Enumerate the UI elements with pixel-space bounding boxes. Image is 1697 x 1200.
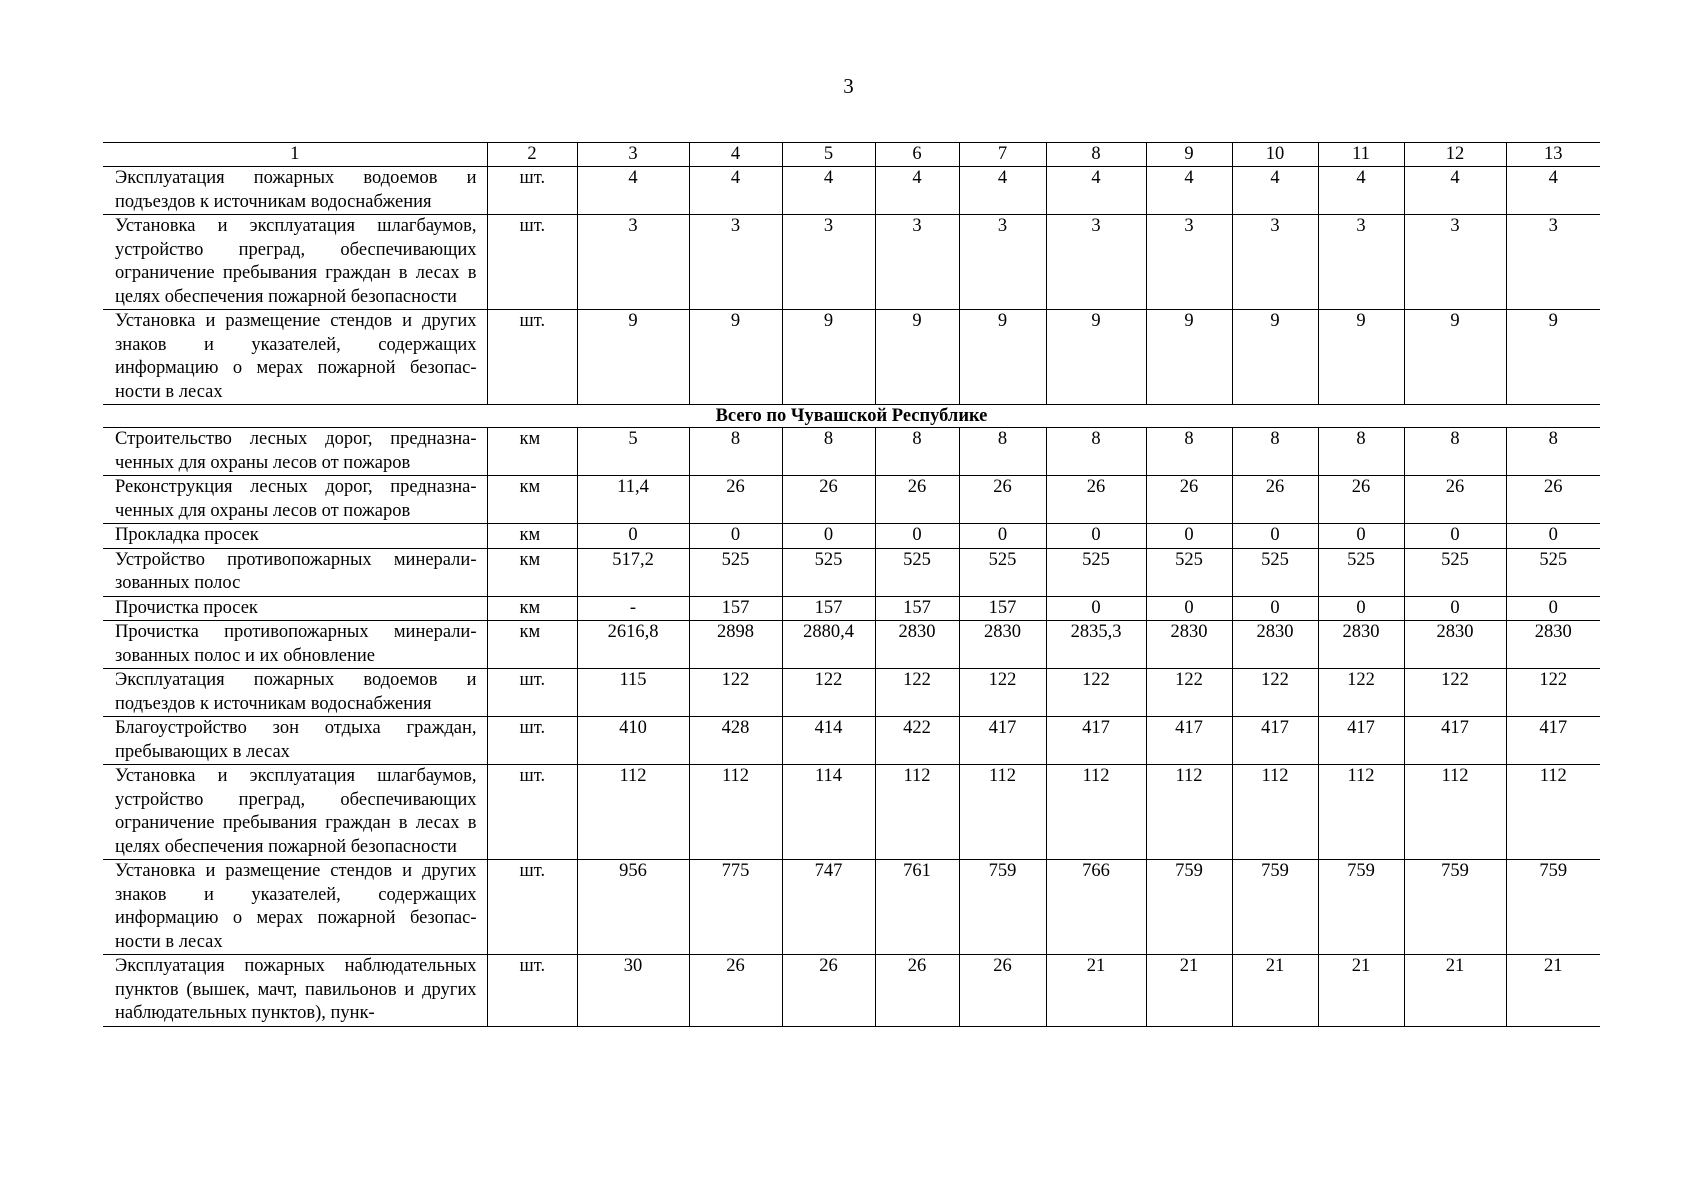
column-header: 8 xyxy=(1046,143,1146,167)
value-cell: 417 xyxy=(1046,717,1146,765)
value-cell: 417 xyxy=(1404,717,1506,765)
value-cell: 3 xyxy=(1318,215,1404,310)
value-cell: 4 xyxy=(689,167,782,215)
activity-name: Реконструкция лесных дорог, предназначенных для охраны лесов от пожаров xyxy=(103,476,487,524)
value-cell: 0 xyxy=(1404,524,1506,549)
value-cell: 525 xyxy=(1506,548,1600,596)
value-cell: 3 xyxy=(689,215,782,310)
value-cell: 122 xyxy=(1146,669,1232,717)
value-cell: 26 xyxy=(959,476,1046,524)
value-cell: 21 xyxy=(1404,955,1506,1027)
value-cell: 0 xyxy=(782,524,875,549)
value-cell: 0 xyxy=(1046,524,1146,549)
value-cell: 2830 xyxy=(1404,621,1506,669)
value-cell: 3 xyxy=(782,215,875,310)
value-cell: 30 xyxy=(577,955,689,1027)
value-cell: 9 xyxy=(1318,310,1404,405)
unit-cell: шт. xyxy=(487,860,577,955)
value-cell: 525 xyxy=(1046,548,1146,596)
value-cell: 2830 xyxy=(1506,621,1600,669)
value-cell: 766 xyxy=(1046,860,1146,955)
value-cell: 759 xyxy=(1232,860,1318,955)
column-header: 11 xyxy=(1318,143,1404,167)
value-cell: 112 xyxy=(1146,765,1232,860)
value-cell: 0 xyxy=(577,524,689,549)
table-row xyxy=(103,621,1600,669)
unit-cell: шт. xyxy=(487,215,577,310)
value-cell: 9 xyxy=(782,310,875,405)
table-row xyxy=(103,167,1600,215)
value-cell: 26 xyxy=(1318,476,1404,524)
table-row xyxy=(103,596,1600,621)
value-cell: 5 xyxy=(577,428,689,476)
value-cell: 422 xyxy=(875,717,959,765)
value-cell: 417 xyxy=(1506,717,1600,765)
value-cell: 525 xyxy=(1318,548,1404,596)
value-cell: 122 xyxy=(1046,669,1146,717)
value-cell: 157 xyxy=(875,596,959,621)
page-number: 3 xyxy=(843,74,854,98)
value-cell: 410 xyxy=(577,717,689,765)
value-cell: 775 xyxy=(689,860,782,955)
value-cell: 2830 xyxy=(1318,621,1404,669)
value-cell: 11,4 xyxy=(577,476,689,524)
value-cell: 525 xyxy=(782,548,875,596)
value-cell: 112 xyxy=(577,765,689,860)
value-cell: 525 xyxy=(1232,548,1318,596)
value-cell: 956 xyxy=(577,860,689,955)
table-row xyxy=(103,669,1600,717)
value-cell: 3 xyxy=(1046,215,1146,310)
column-header: 4 xyxy=(689,143,782,167)
activity-name: Прочистка просек xyxy=(103,596,487,621)
value-cell: 4 xyxy=(782,167,875,215)
table-row xyxy=(103,548,1600,596)
value-cell: 26 xyxy=(1232,476,1318,524)
value-cell: 525 xyxy=(689,548,782,596)
value-cell: 9 xyxy=(959,310,1046,405)
activity-name: Строительство лесных дорог, предназначенных для охраны лесов от пожаров xyxy=(103,428,487,476)
value-cell: 9 xyxy=(875,310,959,405)
value-cell: 21 xyxy=(1318,955,1404,1027)
value-cell: 122 xyxy=(1506,669,1600,717)
value-cell: 759 xyxy=(1506,860,1600,955)
activity-name: Устройство противопожарных минерализованных полос xyxy=(103,548,487,596)
value-cell: 2898 xyxy=(689,621,782,669)
value-cell: 8 xyxy=(1404,428,1506,476)
value-cell: 26 xyxy=(689,955,782,1027)
column-number-row xyxy=(103,143,1600,167)
table-row xyxy=(103,428,1600,476)
unit-cell: км xyxy=(487,524,577,549)
value-cell: 122 xyxy=(782,669,875,717)
value-cell: 8 xyxy=(689,428,782,476)
value-cell: 525 xyxy=(959,548,1046,596)
value-cell: 112 xyxy=(875,765,959,860)
table-row xyxy=(103,524,1600,549)
value-cell: 3 xyxy=(1506,215,1600,310)
activity-name: Прочистка противопожарных минерализованных полос и их обновление xyxy=(103,621,487,669)
column-header: 2 xyxy=(487,143,577,167)
value-cell: 761 xyxy=(875,860,959,955)
value-cell: 9 xyxy=(1146,310,1232,405)
unit-cell: км xyxy=(487,428,577,476)
section-header-row xyxy=(103,405,1600,428)
value-cell: 9 xyxy=(1404,310,1506,405)
activity-name: Эксплуатация пожарных водоемов и подъездов к источникам водоснабжения xyxy=(103,167,487,215)
value-cell: 26 xyxy=(689,476,782,524)
activity-name: Прокладка просек xyxy=(103,524,487,549)
activity-name: Установка и размещение стендов и других знаков и указателей, содержащих информацию о мерах пожарной безопасности в лесах xyxy=(103,860,487,955)
value-cell: 525 xyxy=(1146,548,1232,596)
value-cell: 157 xyxy=(689,596,782,621)
unit-cell: км xyxy=(487,596,577,621)
value-cell: 417 xyxy=(1232,717,1318,765)
column-header: 7 xyxy=(959,143,1046,167)
value-cell: 26 xyxy=(1146,476,1232,524)
value-cell: 3 xyxy=(1232,215,1318,310)
value-cell: 3 xyxy=(577,215,689,310)
value-cell: 157 xyxy=(959,596,1046,621)
value-cell: 157 xyxy=(782,596,875,621)
value-cell: 2830 xyxy=(959,621,1046,669)
value-cell: 26 xyxy=(1404,476,1506,524)
value-cell: 26 xyxy=(1046,476,1146,524)
activity-name: Благоустройство зон отдыха граждан, пребывающих в лесах xyxy=(103,717,487,765)
value-cell: 0 xyxy=(1318,524,1404,549)
value-cell: 122 xyxy=(1404,669,1506,717)
value-cell: 0 xyxy=(1318,596,1404,621)
table-body xyxy=(103,143,1600,1027)
value-cell: 0 xyxy=(1146,524,1232,549)
activity-name: Эксплуатация пожарных наблюдательных пунктов (вышек, мачт, павильонов и других наблюдательных пунктов), пунк- xyxy=(103,955,487,1027)
value-cell: 9 xyxy=(577,310,689,405)
column-header: 9 xyxy=(1146,143,1232,167)
unit-cell: шт. xyxy=(487,765,577,860)
column-header: 5 xyxy=(782,143,875,167)
value-cell: 112 xyxy=(1046,765,1146,860)
value-cell: 112 xyxy=(1318,765,1404,860)
value-cell: 759 xyxy=(1318,860,1404,955)
value-cell: 26 xyxy=(875,955,959,1027)
value-cell: 122 xyxy=(689,669,782,717)
value-cell: 3 xyxy=(875,215,959,310)
value-cell: 417 xyxy=(959,717,1046,765)
table-row xyxy=(103,215,1600,310)
value-cell: 8 xyxy=(875,428,959,476)
value-cell: 122 xyxy=(875,669,959,717)
value-cell: 2830 xyxy=(1232,621,1318,669)
value-cell: 4 xyxy=(875,167,959,215)
column-header: 6 xyxy=(875,143,959,167)
unit-cell: шт. xyxy=(487,167,577,215)
value-cell: 0 xyxy=(1046,596,1146,621)
value-cell: 26 xyxy=(782,955,875,1027)
value-cell: 414 xyxy=(782,717,875,765)
column-header: 13 xyxy=(1506,143,1600,167)
value-cell: 9 xyxy=(1232,310,1318,405)
value-cell: 3 xyxy=(1146,215,1232,310)
value-cell: 8 xyxy=(1318,428,1404,476)
section-title: Всего по Чувашской Республике xyxy=(103,405,1600,428)
value-cell: 0 xyxy=(1404,596,1506,621)
value-cell: 4 xyxy=(1506,167,1600,215)
table-row xyxy=(103,717,1600,765)
table-row xyxy=(103,955,1600,1027)
table-row xyxy=(103,310,1600,405)
unit-cell: шт. xyxy=(487,955,577,1027)
column-header: 1 xyxy=(103,143,487,167)
value-cell: 0 xyxy=(875,524,959,549)
value-cell: 21 xyxy=(1506,955,1600,1027)
unit-cell: шт. xyxy=(487,717,577,765)
value-cell: 112 xyxy=(1232,765,1318,860)
unit-cell: км xyxy=(487,621,577,669)
value-cell: 8 xyxy=(1506,428,1600,476)
value-cell: 759 xyxy=(1146,860,1232,955)
value-cell: - xyxy=(577,596,689,621)
value-cell: 9 xyxy=(1506,310,1600,405)
value-cell: 2835,3 xyxy=(1046,621,1146,669)
value-cell: 2880,4 xyxy=(782,621,875,669)
value-cell: 517,2 xyxy=(577,548,689,596)
value-cell: 114 xyxy=(782,765,875,860)
value-cell: 122 xyxy=(1232,669,1318,717)
value-cell: 428 xyxy=(689,717,782,765)
value-cell: 417 xyxy=(1318,717,1404,765)
value-cell: 747 xyxy=(782,860,875,955)
value-cell: 4 xyxy=(577,167,689,215)
value-cell: 0 xyxy=(1232,524,1318,549)
value-cell: 8 xyxy=(1046,428,1146,476)
value-cell: 8 xyxy=(782,428,875,476)
value-cell: 4 xyxy=(1146,167,1232,215)
column-header: 10 xyxy=(1232,143,1318,167)
column-header: 3 xyxy=(577,143,689,167)
activity-name: Установка и эксплуатация шлагбаумов, устройство преград, обеспечивающих ограничение пребывания граждан в лесах в целях обеспечения пожарной безопасности xyxy=(103,215,487,310)
value-cell: 115 xyxy=(577,669,689,717)
unit-cell: шт. xyxy=(487,669,577,717)
table-row xyxy=(103,476,1600,524)
value-cell: 8 xyxy=(1146,428,1232,476)
value-cell: 3 xyxy=(1404,215,1506,310)
value-cell: 9 xyxy=(1046,310,1146,405)
table-row xyxy=(103,765,1600,860)
value-cell: 21 xyxy=(1232,955,1318,1027)
value-cell: 8 xyxy=(959,428,1046,476)
data-table xyxy=(103,142,1600,1027)
unit-cell: км xyxy=(487,548,577,596)
value-cell: 759 xyxy=(1404,860,1506,955)
value-cell: 759 xyxy=(959,860,1046,955)
value-cell: 4 xyxy=(959,167,1046,215)
value-cell: 525 xyxy=(875,548,959,596)
value-cell: 0 xyxy=(959,524,1046,549)
unit-cell: шт. xyxy=(487,310,577,405)
value-cell: 0 xyxy=(1232,596,1318,621)
value-cell: 26 xyxy=(875,476,959,524)
value-cell: 2616,8 xyxy=(577,621,689,669)
value-cell: 112 xyxy=(689,765,782,860)
value-cell: 4 xyxy=(1232,167,1318,215)
unit-cell: км xyxy=(487,476,577,524)
value-cell: 0 xyxy=(1506,524,1600,549)
activity-name: Установка и размещение стендов и других знаков и указателей, содержащих информацию о мерах пожарной безопасности в лесах xyxy=(103,310,487,405)
value-cell: 26 xyxy=(1506,476,1600,524)
value-cell: 9 xyxy=(689,310,782,405)
value-cell: 8 xyxy=(1232,428,1318,476)
value-cell: 3 xyxy=(959,215,1046,310)
value-cell: 122 xyxy=(959,669,1046,717)
value-cell: 4 xyxy=(1046,167,1146,215)
value-cell: 0 xyxy=(689,524,782,549)
column-header: 12 xyxy=(1404,143,1506,167)
value-cell: 2830 xyxy=(1146,621,1232,669)
activity-name: Установка и эксплуатация шлагбаумов, устройство преград, обеспечивающих ограничение пребывания граждан в лесах в целях обеспечения пожарной безопасности xyxy=(103,765,487,860)
value-cell: 0 xyxy=(1506,596,1600,621)
value-cell: 112 xyxy=(1404,765,1506,860)
value-cell: 112 xyxy=(1506,765,1600,860)
value-cell: 4 xyxy=(1318,167,1404,215)
value-cell: 26 xyxy=(959,955,1046,1027)
value-cell: 26 xyxy=(782,476,875,524)
value-cell: 21 xyxy=(1146,955,1232,1027)
value-cell: 525 xyxy=(1404,548,1506,596)
value-cell: 0 xyxy=(1146,596,1232,621)
value-cell: 417 xyxy=(1146,717,1232,765)
value-cell: 2830 xyxy=(875,621,959,669)
activity-name: Эксплуатация пожарных водоемов и подъездов к источникам водоснабжения xyxy=(103,669,487,717)
value-cell: 21 xyxy=(1046,955,1146,1027)
value-cell: 122 xyxy=(1318,669,1404,717)
value-cell: 4 xyxy=(1404,167,1506,215)
table-row xyxy=(103,860,1600,955)
value-cell: 112 xyxy=(959,765,1046,860)
